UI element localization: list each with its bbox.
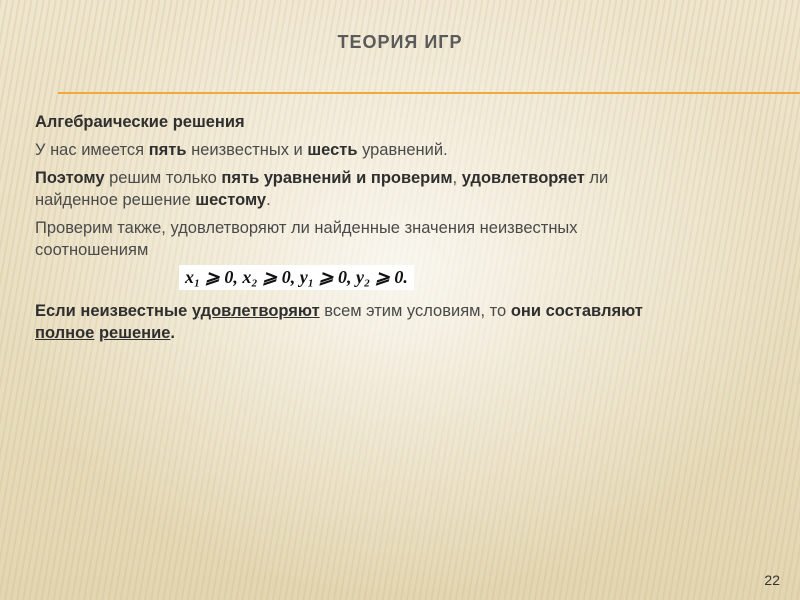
p4-underline-2: полное bbox=[35, 324, 95, 342]
p2-bold-2: пять уравнений и проверим bbox=[221, 169, 453, 187]
paragraph-1 bbox=[35, 139, 690, 161]
page-number: 22 bbox=[764, 572, 780, 588]
p1-bold-2: шесть bbox=[307, 141, 358, 159]
p4-bold-1: Если неизвестные bbox=[35, 302, 192, 320]
title-divider bbox=[58, 92, 800, 94]
p1-bold-1: пять bbox=[148, 141, 187, 159]
paragraph-4 bbox=[35, 300, 690, 344]
p2-bold-4: шестому bbox=[195, 191, 267, 209]
p2-text-2: , bbox=[452, 169, 462, 187]
formula-image: x₁ ⩾ 0, x₂ ⩾ 0, y₁ ⩾ 0, y₂ ⩾ 0. bbox=[179, 265, 414, 290]
p1-text-1: У нас имеется bbox=[35, 141, 149, 159]
p1-text-2: неизвестных и bbox=[186, 141, 308, 159]
p4-text-1: всем этим условиям, то bbox=[319, 302, 511, 320]
paragraph-3: Проверим также, удовлетворяют ли найденные значения неизвестных соотношениям bbox=[35, 219, 578, 259]
p1-text-3: уравнений. bbox=[357, 141, 448, 159]
paragraph-2 bbox=[35, 167, 690, 211]
p4-underline-1: удовлетворяют bbox=[191, 302, 320, 320]
p4-text-3: . bbox=[170, 324, 176, 342]
section-heading: Алгебраические решения bbox=[35, 113, 245, 131]
p2-text-4: . bbox=[266, 191, 271, 209]
slide-title: ТЕОРИЯ ИГР bbox=[337, 32, 463, 52]
p2-bold-1: Поэтому bbox=[35, 169, 105, 187]
p2-text-3: ли найденное решение bbox=[35, 169, 609, 209]
p4-bold-2: они составляют bbox=[510, 302, 643, 320]
slide-content bbox=[35, 111, 690, 350]
p2-bold-3: удовлетворяет bbox=[461, 169, 585, 187]
p4-underline-3: решение bbox=[98, 324, 171, 342]
p2-text-1: решим только bbox=[104, 169, 222, 187]
